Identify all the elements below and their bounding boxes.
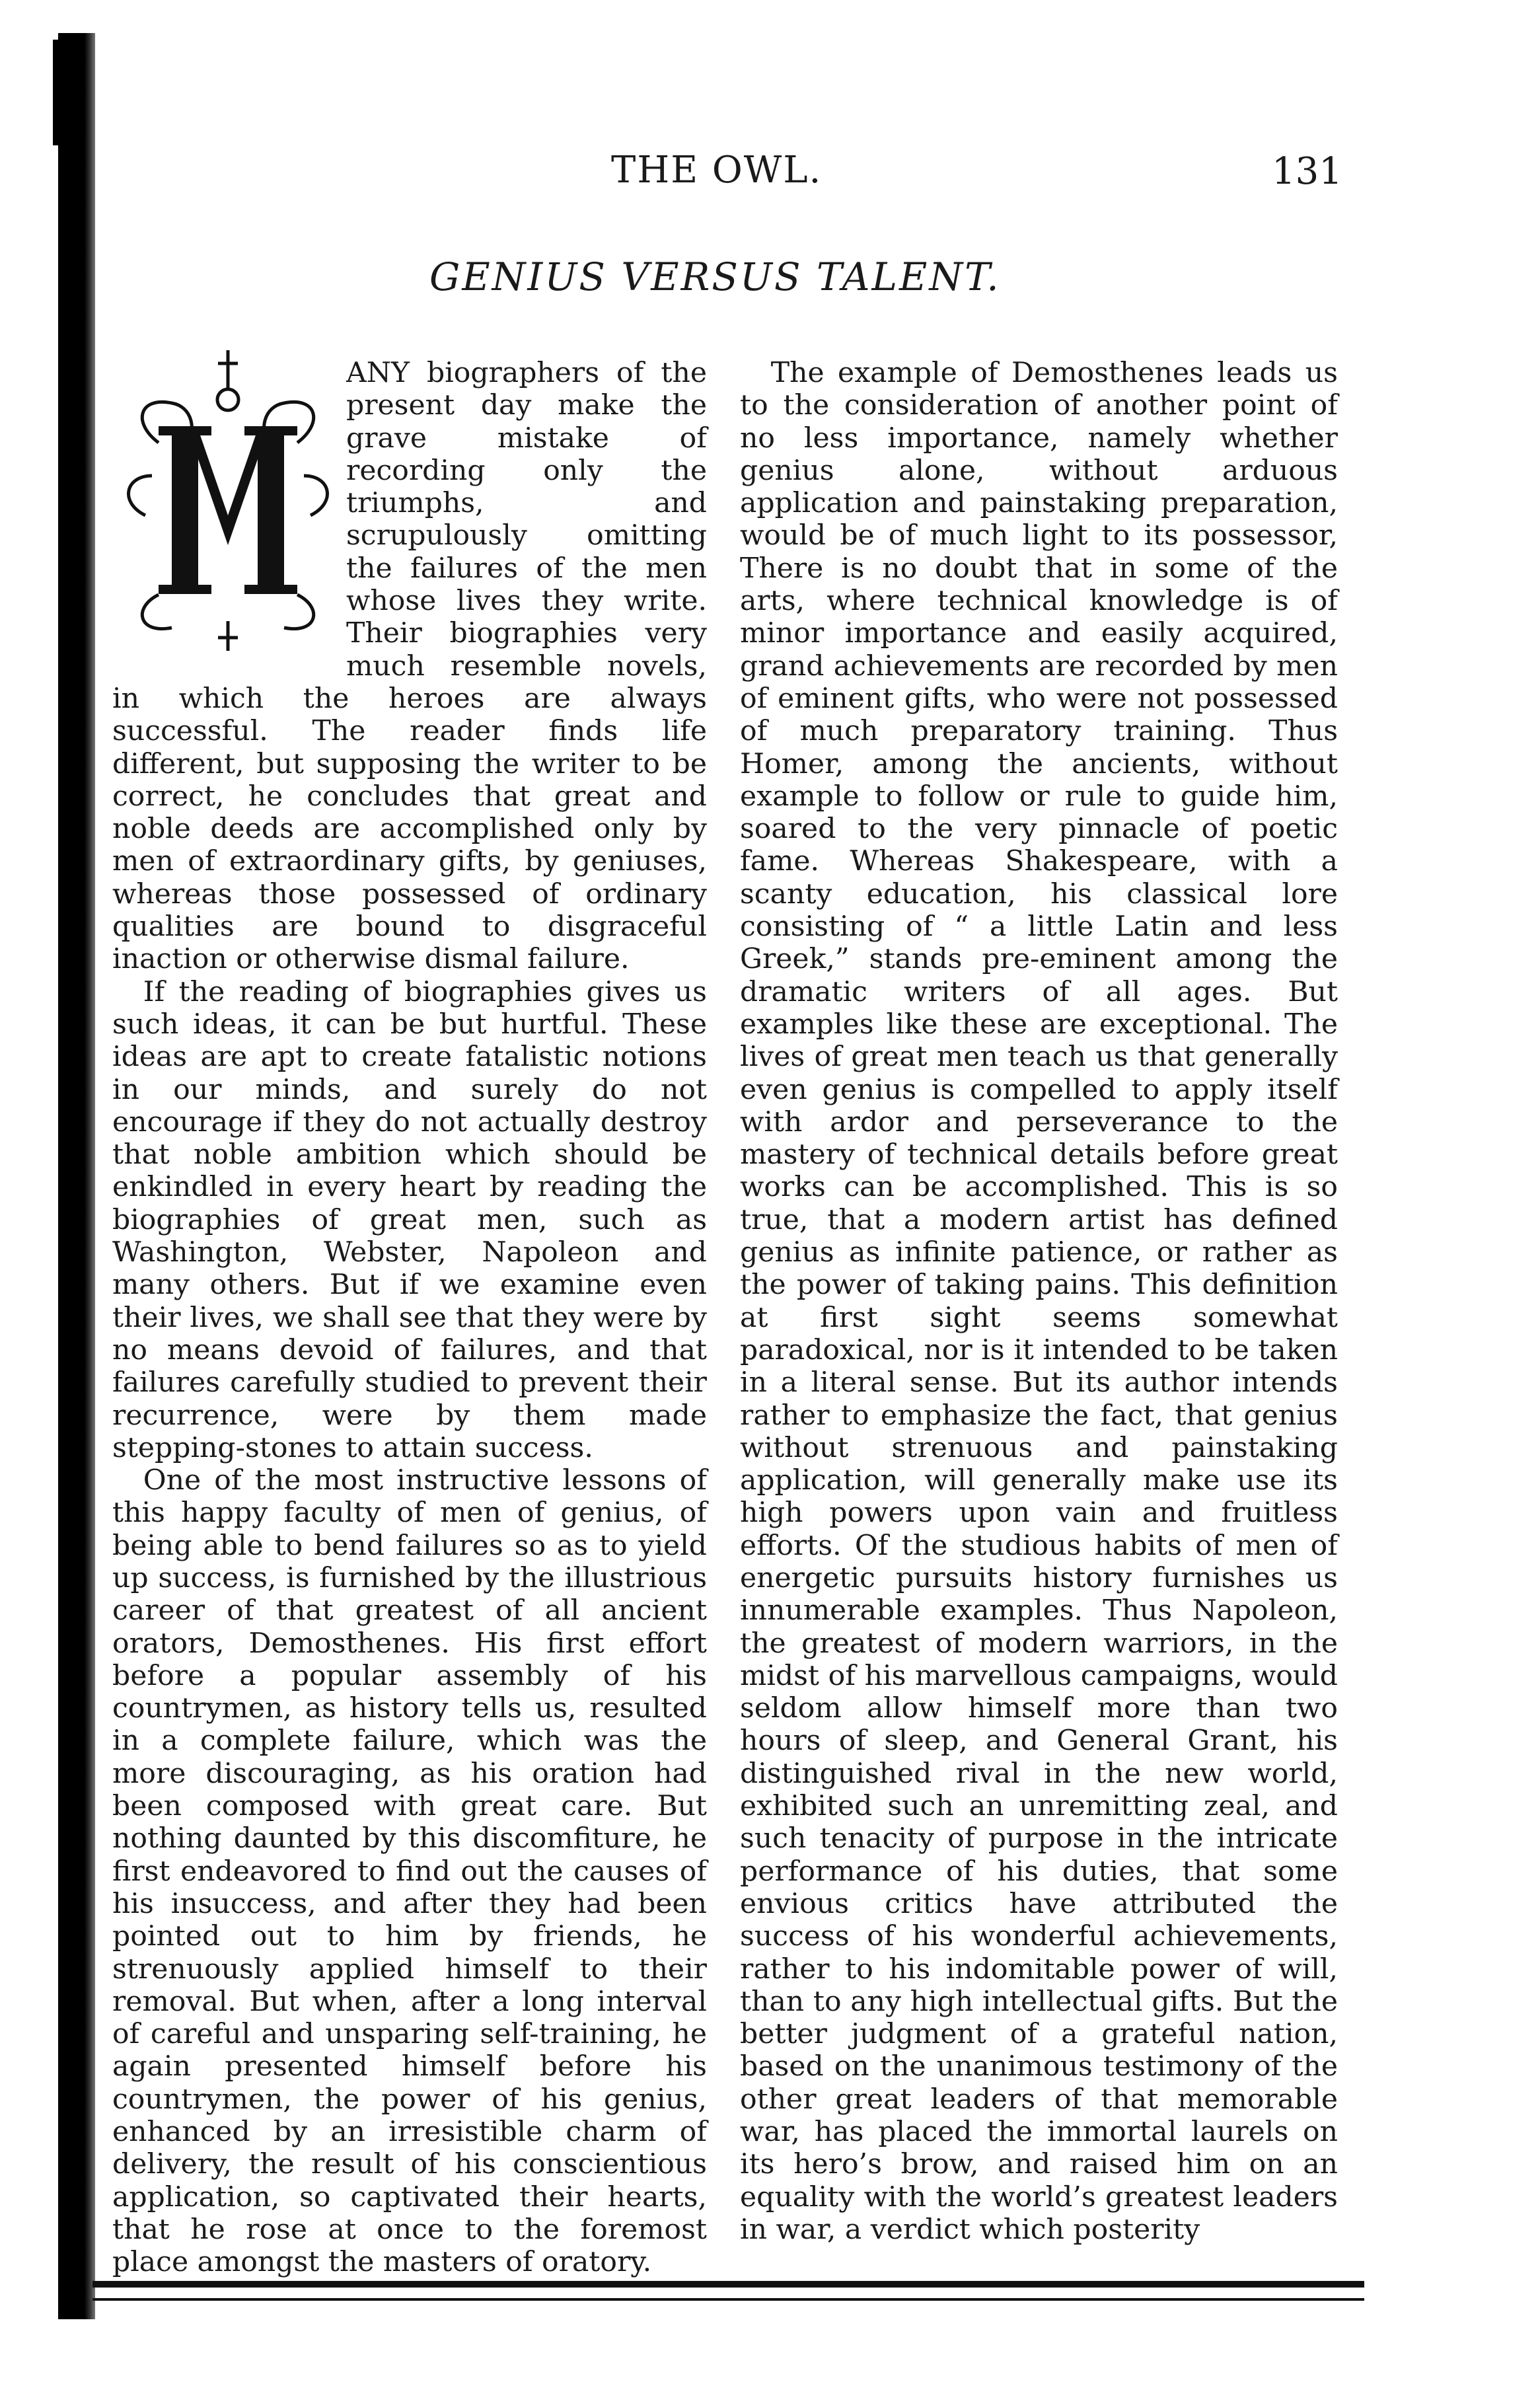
- left-paragraph-2: If the reading of biographies gives us such ideas, it can be but hurtful. These ideas are apt to create fatalistic notions in our minds, and surely do not encourage if they do not actually destroy that noble ambition which should be enkindled in every heart by reading the biographies of great men, such as Washington, Webster, Napoleon and many others. But if we examine even their lives, we shall see that they were by no means devoid of failures, and that failures carefully studied to prevent their recurrence, were by them made stepping-stones to attain success.: [112, 975, 707, 1464]
- scan-edge-mark: [53, 40, 65, 145]
- running-head: [0, 149, 1540, 208]
- article-title: GENIUS VERSUS TALENT.: [429, 254, 1001, 299]
- right-column: [740, 357, 1338, 2246]
- scan-edge-bar: [58, 33, 95, 2319]
- left-paragraph-3: One of the most instructive lessons of this happy faculty of men of genius, of being able to bend failures so as to yield up success, is furnished by the illustrious career of that greatest of all ancient orators, Demosthenes. His first effort before a popular assembly of his countrymen, as history tells us, resulted in a complete failure, which was the more discouraging, as his oration had been composed with great care. But nothing daunted by this discomfiture, he first endeavored to find out the causes of his insuccess, and after they had been pointed out to him by friends, he strenuously applied himself to their removal. But when, after a long interval of careful and unsparing self-training, he again presented himself before his countrymen, the power of his genius, enhanced by an irresistible charm of delivery, the result of his conscientious application, so captivated their hearts, that he rose at once to the foremost place amongst the masters of oratory.: [112, 1464, 707, 2279]
- right-paragraph-1: The example of Demosthenes leads us to the consideration of another point of no less importance, namely whether genius alone, without arduous application and painstaking preparation, would be of much light to its possessor, There is no doubt that in some of the arts, where technical knowledge is of minor importance and easily acquired, grand achievements are recorded by men of eminent gifts, who were not possessed of much preparatory training. Thus Homer, among the ancients, without example to follow or rule to guide him, soared to the very pinnacle of poetic fame. Whereas Shakespeare, with a scanty education, his classical lore consisting of “ a little Latin and less Greek,” stands pre-eminent among the dramatic writers of all ages. But examples like these are exceptional. The lives of great men teach us that generally even genius is compelled to apply itself with ardor and perseverance to the mastery of technical details before great works can be accomplished. This is so true, that a modern artist has defined genius as infinite patience, or rather as the power of taking pains. This definition at first sight seems somewhat paradoxical, nor is it intended to be taken in a literal sense. But its author intends rather to emphasize the fact, that genius without strenuous and painstaking application, will generally make use its high powers upon vain and fruitless efforts. Of the studious habits of men of energetic pursuits history furnishes us innumerable examples. Thus Napoleon, the greatest of modern warriors, in the midst of his marvellous campaigns, would seldom allow himself more than two hours of sleep, and General Grant, his distinguished rival in the new world, exhibited such an unremitting zeal, and such tenacity of purpose in the intricate performance of his duties, that some envious critics have attributed the success of his wonderful achievements, rather to his indomitable power of will, than to any high intellectual gifts. But the better judgment of a grateful nation, based on the unanimous testimony of the other great leaders of that memorable war, has placed the immortal laurels on its hero’s brow, and raised him on an equality with the world’s greatest leaders in war, a verdict which posterity: [740, 357, 1338, 2246]
- ornamental-drop-cap: [119, 344, 337, 654]
- ornamental-m-icon: [119, 344, 337, 654]
- left-column: [112, 357, 707, 2279]
- bottom-rule: [92, 2281, 1364, 2288]
- bottom-rule-thin: [92, 2298, 1364, 2301]
- left-paragraph-1: ANY biographers of the present day make the grave mistake of recording only the triumphs, and scrupulously omitting the failures of the men whose lives they write. Their biographies very much resemble novels, in which the heroes are always successful. The reader finds life different, but supposing the writer to be correct, he concludes that great and noble deeds are accomplished only by men of extraordinary gifts, by geniuses, whereas those possessed of ordinary qualities are bound to disgraceful inaction or otherwise dismal failure.: [112, 357, 707, 976]
- journal-title: THE OWL.: [611, 149, 823, 192]
- page-number: 131: [1272, 150, 1342, 193]
